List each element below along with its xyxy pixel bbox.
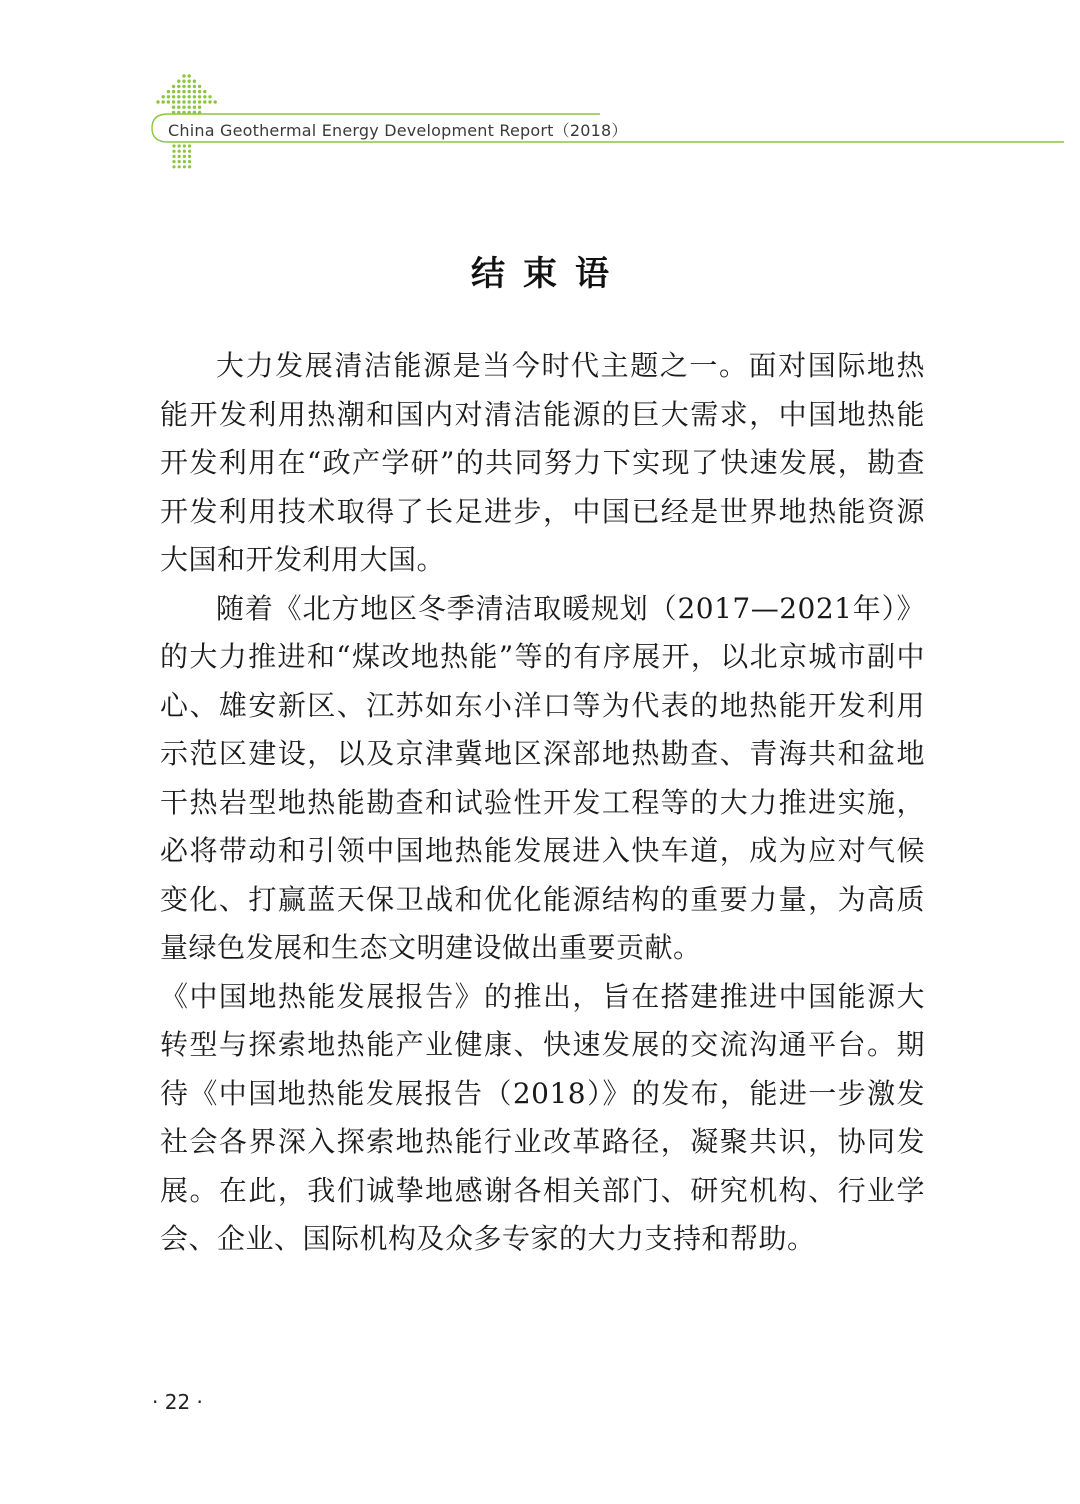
arrow-dot — [188, 85, 191, 88]
grid-dot — [178, 155, 181, 158]
arrow-dot — [182, 100, 185, 103]
grid-dot — [178, 144, 181, 147]
arrow-dot — [188, 106, 191, 109]
grid-dot — [188, 144, 191, 147]
arrow-dot — [193, 80, 196, 83]
arrow-dot — [177, 95, 180, 98]
arrow-dot — [188, 90, 191, 93]
grid-dot — [178, 160, 181, 163]
paragraph-1: 大力发展清洁能源是当今时代主题之一。面对国际地热能开发利用热潮和国内对清洁能源的巨大需求，中国地热能开发利用在“政产学研”的共同努力下实现了快速发展，勘查开发利用技术取得了长足进步，中国已经是世界地热能资源大国和开发利用大国。 — [160, 349, 925, 576]
green-dot-grid-icon — [172, 144, 191, 168]
grid-dot — [172, 150, 175, 153]
green-dot-arrow-icon — [156, 74, 217, 114]
arrow-dot — [156, 100, 159, 103]
arrow-dot — [203, 90, 206, 93]
arrow-dot — [182, 95, 185, 98]
grid-dot — [172, 144, 175, 147]
arrow-dot — [193, 90, 196, 93]
arrow-dot — [177, 106, 180, 109]
arrow-dot — [193, 106, 196, 109]
arrow-dot — [182, 90, 185, 93]
grid-dot — [172, 155, 175, 158]
grid-dot — [188, 155, 191, 158]
arrow-dot — [198, 95, 201, 98]
body-text — [160, 342, 925, 1264]
arrow-dot — [167, 100, 170, 103]
arrow-dot — [162, 100, 165, 103]
arrow-dot — [188, 80, 191, 83]
grid-dot — [172, 160, 175, 163]
arrow-dot — [214, 100, 217, 103]
arrow-dot — [198, 85, 201, 88]
arrow-dot — [182, 106, 185, 109]
arrow-dot — [208, 100, 211, 103]
arrow-dot — [162, 95, 165, 98]
arrow-dot — [188, 74, 191, 77]
arrow-dot — [167, 90, 170, 93]
arrow-dot — [177, 100, 180, 103]
page-header — [0, 0, 1080, 180]
grid-dot — [183, 155, 186, 158]
arrow-dot — [208, 95, 211, 98]
arrow-dot — [177, 85, 180, 88]
arrow-dot — [193, 85, 196, 88]
arrow-dot — [203, 100, 206, 103]
grid-dot — [188, 160, 191, 163]
arrow-dot — [203, 95, 206, 98]
paragraph-3: 《中国地热能发展报告》的推出，旨在搭建推进中国能源大转型与探索地热能产业健康、快速发展的交流沟通平台。期待《中国地热能发展报告（2018）》的发布，能进一步激发社会各界深入探索地热能行业改革路径，凝聚共识，协同发展。在此，我们诚挚地感谢各相关部门、研究机构、行业学会、企业、国际机构及众多专家的大力支持和帮助。 — [160, 979, 925, 1255]
arrow-dot — [177, 90, 180, 93]
arrow-dot — [172, 106, 175, 109]
arrow-dot — [172, 95, 175, 98]
page-number: · 22 · — [152, 1390, 203, 1414]
arrow-dot — [172, 100, 175, 103]
arrow-dot — [182, 85, 185, 88]
arrow-dot — [193, 95, 196, 98]
grid-dot — [172, 165, 175, 168]
grid-dot — [183, 144, 186, 147]
arrow-dot — [188, 95, 191, 98]
grid-dot — [183, 150, 186, 153]
arrow-dot — [198, 106, 201, 109]
arrow-dot — [167, 95, 170, 98]
arrow-dot — [193, 100, 196, 103]
running-title: China Geothermal Energy Development Report（2018） — [168, 121, 628, 140]
grid-dot — [178, 165, 181, 168]
header-decoration — [0, 0, 1080, 180]
arrow-dot — [182, 80, 185, 83]
grid-dot — [178, 150, 181, 153]
grid-dot — [188, 165, 191, 168]
grid-dot — [188, 150, 191, 153]
arrow-dot — [172, 90, 175, 93]
arrow-dot — [198, 90, 201, 93]
arrow-dot — [182, 74, 185, 77]
grid-dot — [183, 160, 186, 163]
arrow-dot — [172, 85, 175, 88]
arrow-dot — [177, 80, 180, 83]
page-title: 结束语 — [471, 254, 627, 294]
arrow-dot — [188, 100, 191, 103]
paragraph-2: 随着《北方地区冬季清洁取暖规划（2017—2021年）》的大力推进和“煤改地热能”等的有序展开，以北京城市副中心、雄安新区、江苏如东小洋口等为代表的地热能开发利用示范区建设，以及京津冀地区深部地热勘查、青海共和盆地干热岩型地热能勘查和试验性开发工程等的大力推进实施，必将带动和引领中国地热能发展进入快车道，成为应对气候变化、打赢蓝天保卫战和优化能源结构的重要力量，为高质量绿色发展和生态文明建设做出重要贡献。 — [160, 591, 925, 964]
grid-dot — [183, 165, 186, 168]
arrow-dot — [198, 100, 201, 103]
